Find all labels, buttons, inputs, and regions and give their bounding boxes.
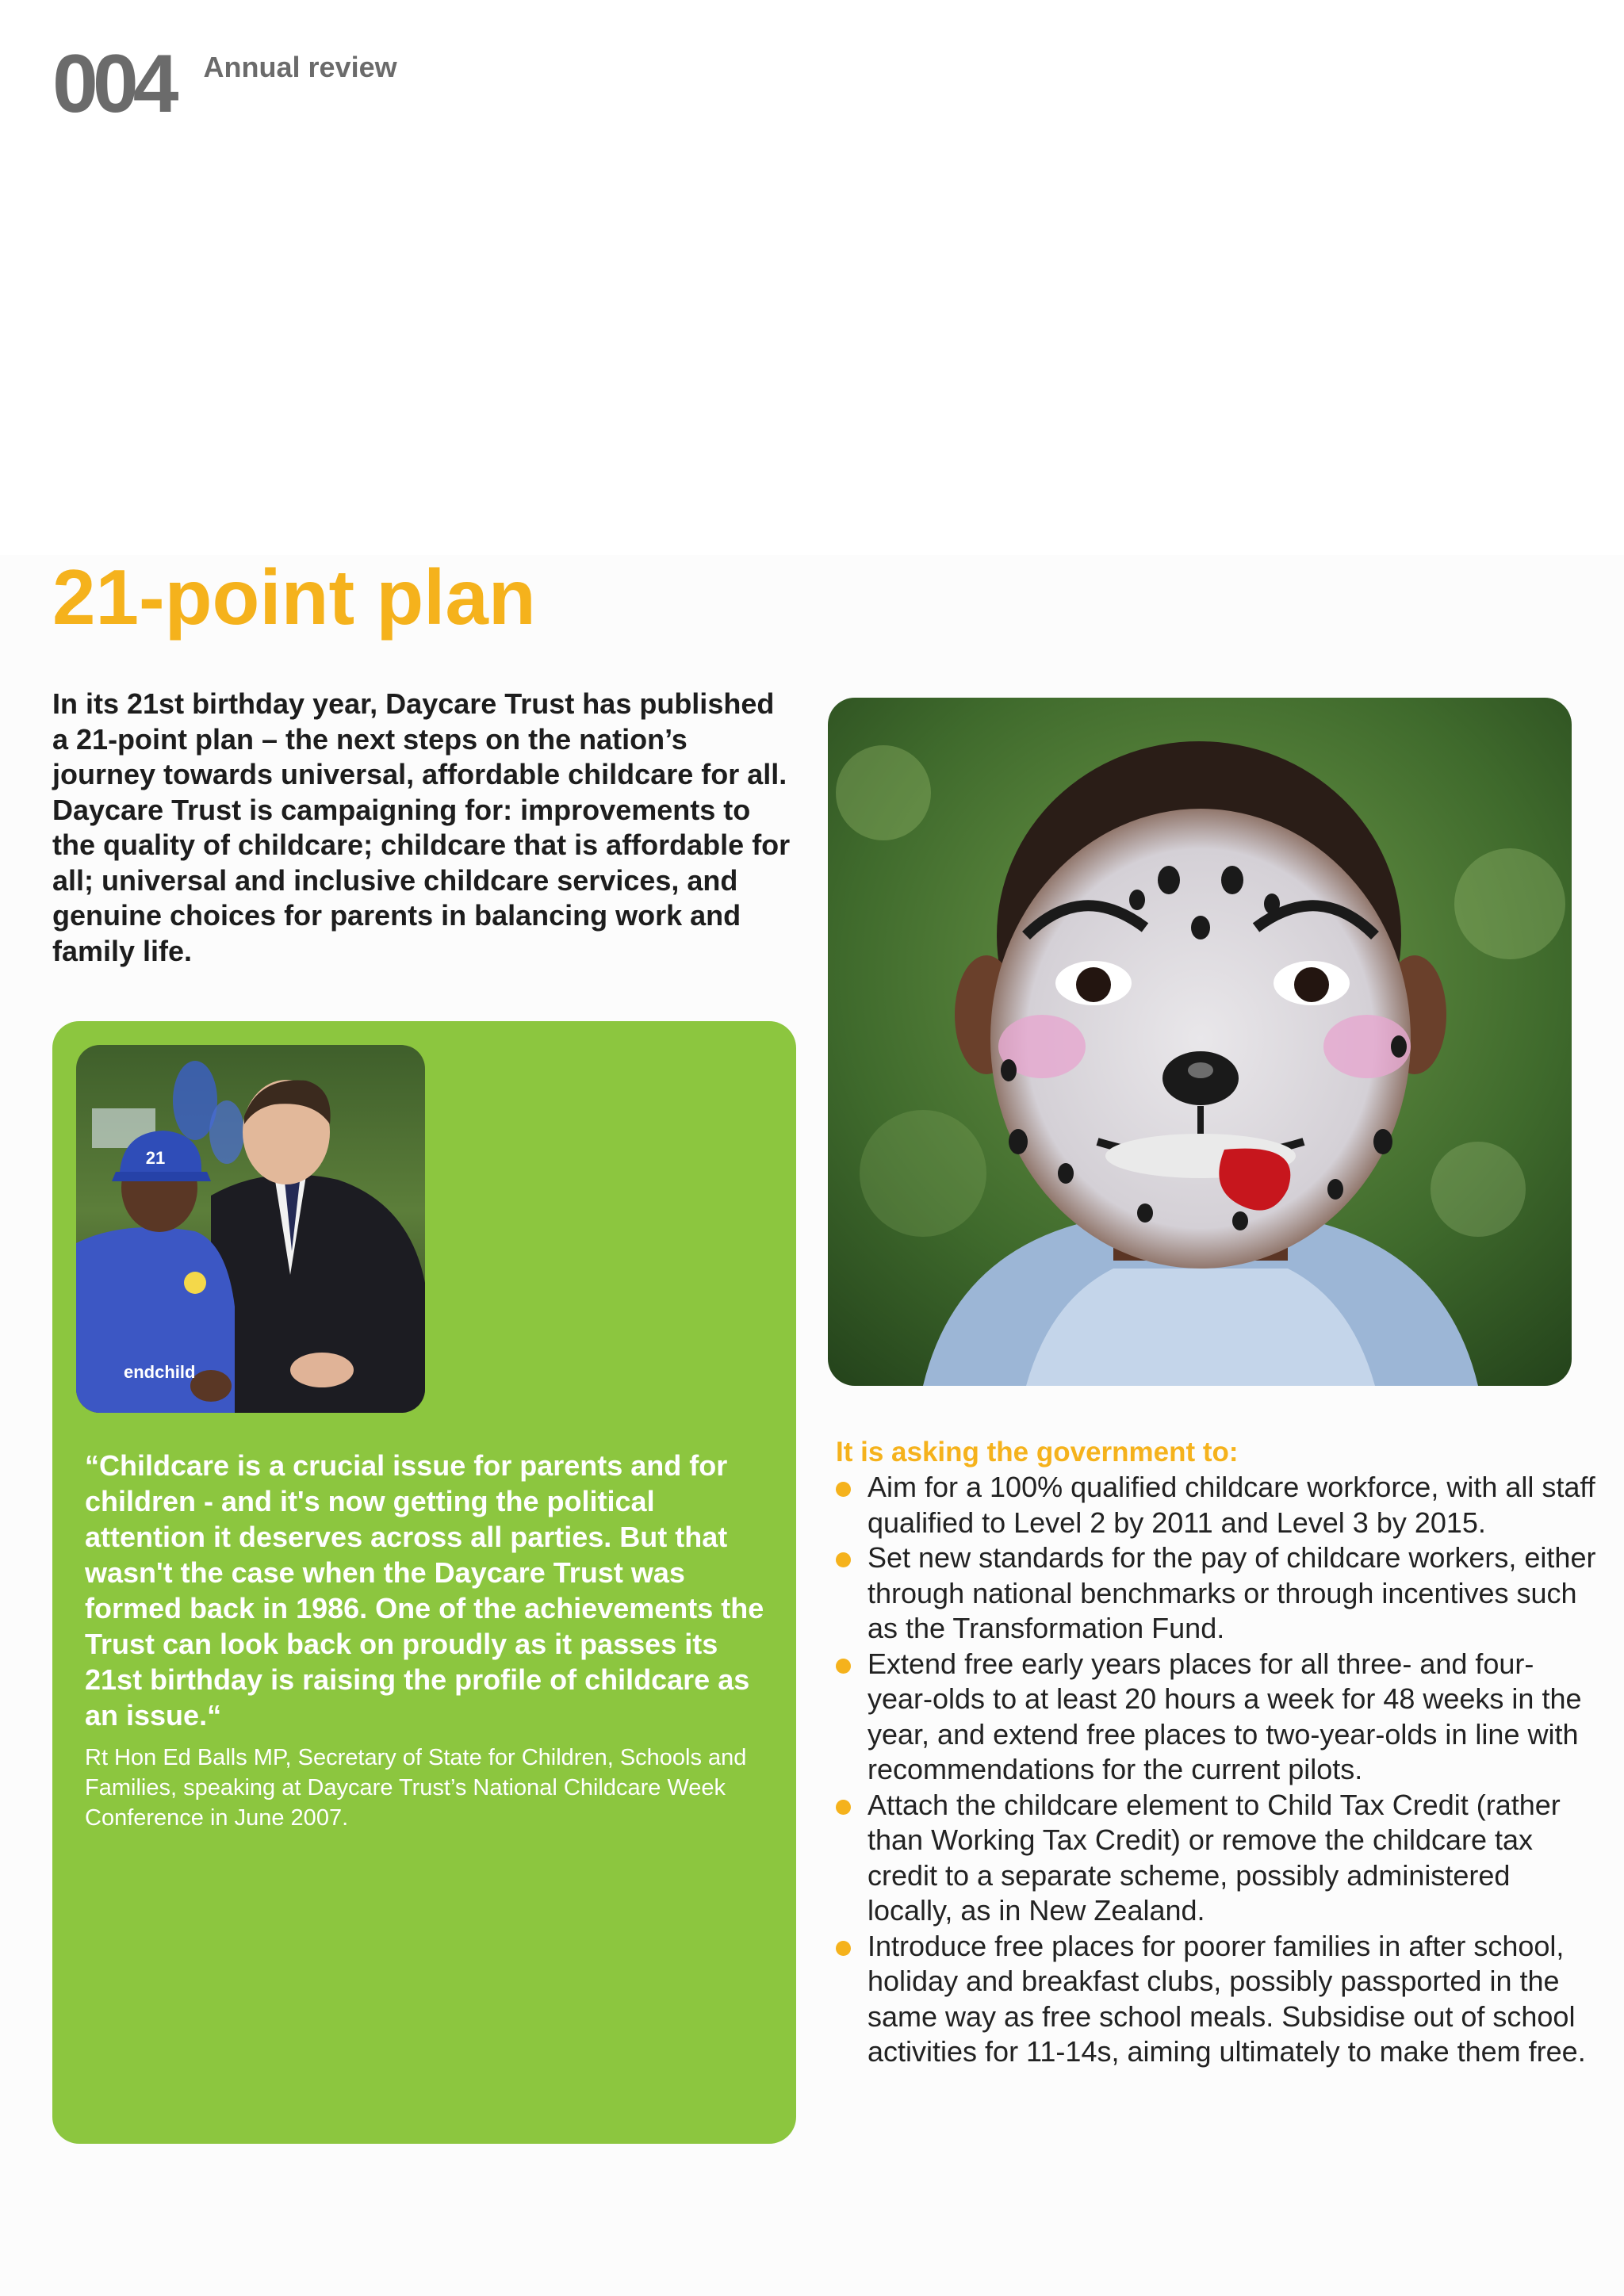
minister-quote: “Childcare is a crucial issue for parents and for children - and it's now getting the political attention it deserves across all parties. But that wasn't the case when the Daycare Trust was formed back in 1986. One of the achievements the Trust can look back on proudly as it passes its 21st birthday is raising the profile of childcare as an issue.“ [85,1449,764,1732]
list-item-text: Aim for a 100% qualified childcare workforce, with all staff qualified to Level 2 by 2011 and Level 3 by 2015. [868,1471,1595,1539]
page-title: 21-point plan [52,553,536,641]
list-item [836,1788,1597,1929]
list-item [836,1470,1597,1540]
quote-attribution: Rt Hon Ed Balls MP, Secretary of State for Children, Schools and Families, speaking at Daycare Trust’s National Childcare Week Conference in June 2007. [85,1745,747,1831]
bullet-dot-icon [836,1659,851,1674]
asks-heading: It is asking the government to: [836,1437,1239,1468]
page-number: 004 [52,38,174,130]
list-item-text: Introduce free places for poorer families in after school, holiday and breakfast clubs, possibly passported in the same way as free school meals. Subsidise out of school activities for 11-14s, aiming ultimately to make them free. [868,1929,1586,2068]
face-paint-child-photo [828,698,1572,1386]
shirt-text: endchild [124,1362,196,1382]
list-item [836,1647,1597,1788]
bullet-dot-icon [836,1800,851,1815]
bullet-dot-icon [836,1482,851,1497]
bullet-dot-icon [836,1941,851,1956]
government-asks [836,1435,1597,2070]
list-item [836,1929,1597,2070]
list-item-text: Attach the childcare element to Child Tax Credit (rather than Working Tax Credit) or remove the childcare tax credit to a separate scheme, possibly administered locally, as in New Zealand. [868,1788,1561,1927]
bullet-dot-icon [836,1552,851,1567]
page-header [52,38,397,130]
list-item-text: Extend free early years places for all three- and four-year-olds to at least 20 hours a week for 48 weeks in the year, and extend free places to two-year-olds in line with recommendations for the current pilots. [868,1647,1582,1785]
minister-with-child-photo [76,1045,425,1413]
list-item [836,1540,1597,1647]
list-item-text: Set new standards for the pay of childcare workers, either through national benchmarks or through incentives such as the Transformation Fund. [868,1541,1596,1644]
section-label: Annual review [203,51,397,83]
asks-list [836,1470,1597,2070]
intro-paragraph: In its 21st birthday year, Daycare Trust has published a 21-point plan – the next steps on the nation’s journey towards universal, affordable childcare for all. Daycare Trust is campaigning for: improvements to the quality of childcare; childcare that is affordable for all; universal and inclusive childcare services, and genuine choices for parents in balancing work and family life. [52,687,791,967]
cap-text: 21 [145,1148,166,1168]
